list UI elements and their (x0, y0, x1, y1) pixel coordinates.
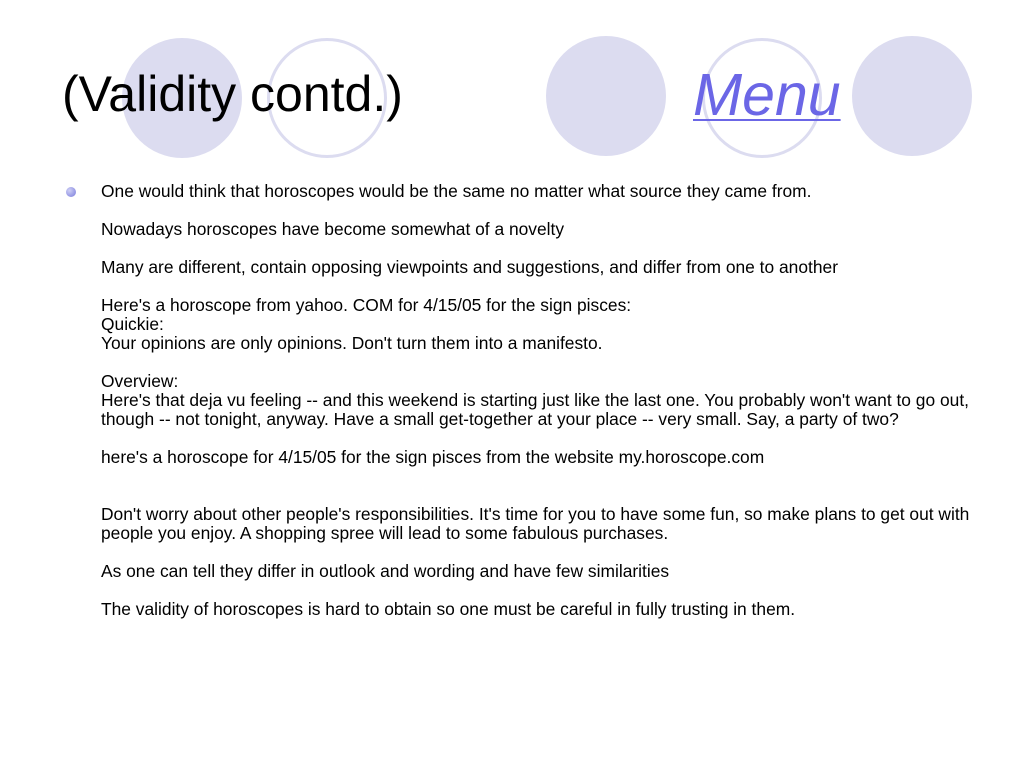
paragraph-yahoo-quickie (101, 296, 976, 353)
paragraph-validity: The validity of horoscopes is hard to obtain so one must be careful in fully trusting in them. (101, 599, 796, 619)
menu-link[interactable]: Menu (693, 62, 841, 128)
slide-body (101, 182, 976, 619)
paragraph-novelty: Nowadays horoscopes have become somewhat of a novelty (101, 219, 565, 239)
yahoo-intro: Here's a horoscope from yahoo. COM for 4/15/05 for the sign pisces: (101, 295, 632, 315)
quickie-label: Quickie: (101, 314, 164, 334)
decorative-circle (852, 36, 972, 156)
paragraph-intro: One would think that horoscopes would be the same no matter what source they came from. (101, 181, 812, 201)
slide-title: (Validity contd.) (62, 66, 403, 122)
paragraph-my-horoscope: here's a horoscope for 4/15/05 for the sign pisces from the website my.horoscope.com (101, 447, 765, 467)
paragraph-conclusion: As one can tell they differ in outlook and wording and have few similarities (101, 561, 670, 581)
quickie-text: Your opinions are only opinions. Don't turn them into a manifesto. (101, 333, 603, 353)
overview-label: Overview: (101, 371, 179, 391)
paragraph-my-horoscope-text: Don't worry about other people's responsibilities. It's time for you to have some fun, so make plans to get out with people you enjoy. A shopping spree will lead to some fabulous purchases. (101, 504, 970, 543)
overview-text: Here's that deja vu feeling -- and this weekend is starting just like the last one. You probably won't want to go out, though -- not tonight, anyway. Have a small get-together at your place -- very small. Say, a party of two? (101, 390, 969, 429)
decorative-circle (546, 36, 666, 156)
paragraph-overview (101, 372, 976, 429)
paragraph-different: Many are different, contain opposing viewpoints and suggestions, and differ from one to another (101, 257, 838, 277)
bullet-icon (66, 187, 76, 197)
